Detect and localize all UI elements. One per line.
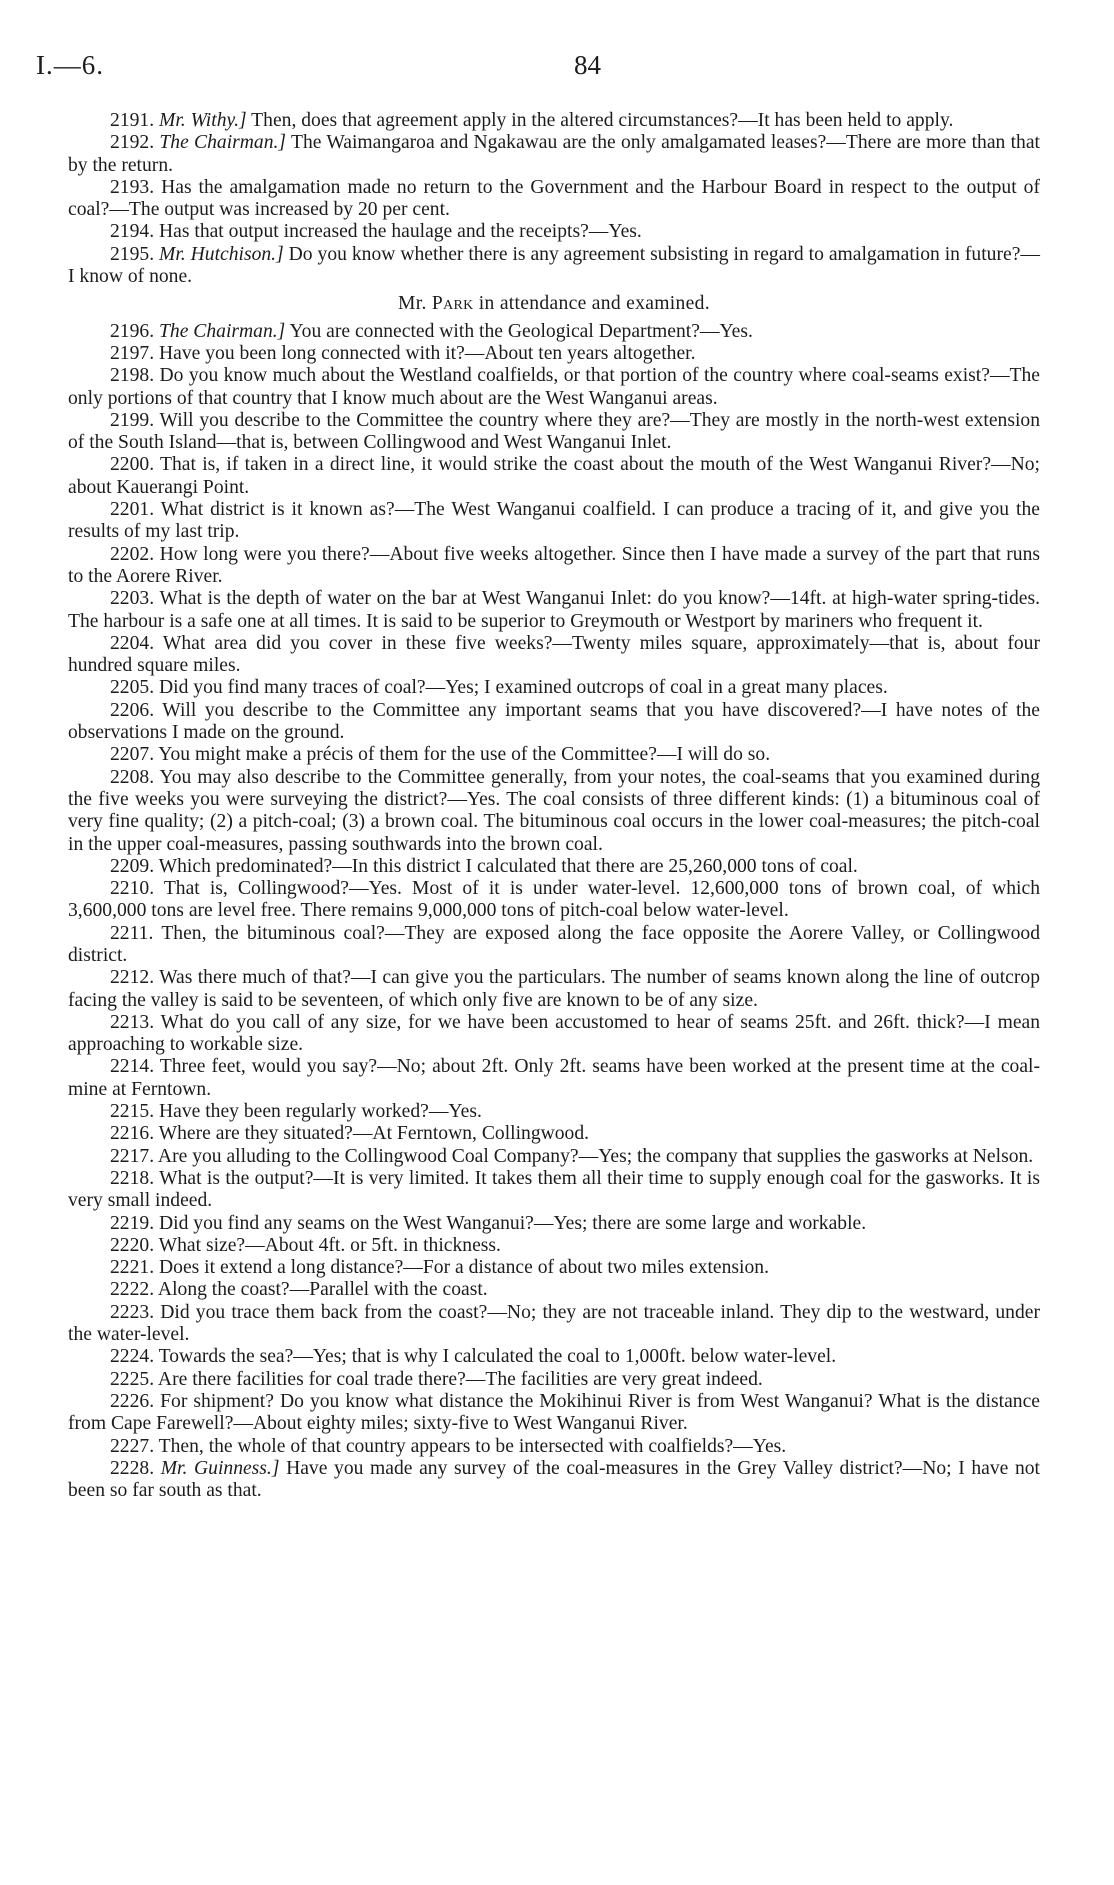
paragraph: 2210. That is, Collingwood?—Yes. Most of it is under water-level. 12,600,000 tons of brown coal, of which 3,600,000 tons are level free. There remains 9,000,000 tons of pitch-coal below water-level. xyxy=(68,878,1040,922)
paragraph: 2199. Will you describe to the Committee the country where they are?—They are mostly in the north-west extension of the South Island—that is, between Collingwood and West Wanganui Inlet. xyxy=(68,409,1040,454)
paragraph: 2197. Have you been long connected with it?—About ten years altogether. xyxy=(110,342,696,364)
paragraph: 2225. Are there facilities for coal trade there?—The facilities are very great indeed. xyxy=(110,1368,763,1390)
page-header xyxy=(36,50,1078,84)
paragraph: 2205. Did you find many traces of coal?—Yes; I examined outcrops of coal in a great many places. xyxy=(110,677,888,699)
paragraph: 2226. For shipment? Do you know what distance the Mokihinui River is from West Wanganui? What is the distance from Cape Farewell?—About eighty miles; sixty-five to West Wanganui River. xyxy=(68,1390,1040,1435)
paragraph: 2212. Was there much of that?—I can give you the particulars. The number of seams known along the line of outcrop facing the valley is said to be seventeen, of which only five are known to be of any size. xyxy=(68,967,1040,1011)
paragraph: 2218. What is the output?—It is very limited. It takes them all their time to supply enough coal for the gasworks. It is very small indeed. xyxy=(68,1167,1040,1212)
paragraph: 2227. Then, the whole of that country appears to be intersected with coalfields?—Yes. xyxy=(110,1435,787,1457)
paragraph: 2211. Then, the bituminous coal?—They are exposed along the face opposite the Aorere Valley, or Collingwood district. xyxy=(68,922,1040,966)
paragraph: 2198. Do you know much about the Westland coalfields, or that portion of the country where coal-seams exist?—The only portions of that country that I know much about are the West Wanganui areas. xyxy=(68,365,1040,409)
paragraph: 2224. Towards the sea?—Yes; that is why I calculated the coal to 1,000ft. below water-level. xyxy=(110,1346,837,1368)
paragraph: 2223. Did you trace them back from the coast?—No; they are not traceable inland. They dip to the westward, under the water-level. xyxy=(68,1301,1040,1346)
paragraph: 2194. Has that output increased the haulage and the receipts?—Yes. xyxy=(110,221,642,243)
paragraph: 2228. Mr. Guinness.] Have you made any survey of the coal-measures in the Grey Valley district?—No; I have not been so far south as that. xyxy=(68,1457,1040,1502)
paragraph: 2209. Which predominated?—In this district I calculated that there are 25,260,000 tons of coal. xyxy=(110,855,858,877)
paragraph: 2207. You might make a précis of them for the use of the Committee?—I will do so. xyxy=(110,744,771,766)
section-heading: Mr. Park in attendance and examined. xyxy=(398,293,710,315)
paragraph: 2214. Three feet, would you say?—No; about 2ft. Only 2ft. seams have been worked at the present time at the coal-mine at Ferntown. xyxy=(68,1056,1040,1100)
paragraph: 2191. Mr. Withy.] Then, does that agreement apply in the altered circumstances?—It has been held to apply. xyxy=(110,110,954,131)
paragraph: 2216. Where are they situated?—At Ferntown, Collingwood. xyxy=(110,1123,590,1145)
paragraph: 2202. How long were you there?—About five weeks altogether. Since then I have made a survey of the part that runs to the Aorere River. xyxy=(68,543,1040,587)
paragraph: 2217. Are you alluding to the Collingwood Coal Company?—Yes; the company that supplies the gasworks at Nelson. xyxy=(110,1145,1034,1167)
paragraph: 2200. That is, if taken in a direct line, it would strike the coast about the mouth of the West Wanganui River?—No; about Kauerangi Point. xyxy=(68,454,1041,498)
paragraph: 2206. Will you describe to the Committee any important seams that you have discovered?—I have notes of the observations I made on the ground. xyxy=(68,699,1040,744)
page-number: 84 xyxy=(574,50,601,80)
paragraph: 2220. What size?—About 4ft. or 5ft. in thickness. xyxy=(110,1234,501,1256)
report-reference: I.—6. xyxy=(36,50,104,80)
paragraph: 2215. Have they been regularly worked?—Yes. xyxy=(110,1101,482,1123)
paragraph: 2213. What do you call of any size, for we have been accustomed to hear of seams 25ft. and 26ft. thick?—I mean approaching to workable size. xyxy=(68,1011,1041,1056)
paragraph: 2219. Did you find any seams on the West Wanganui?—Yes; there are some large and workable. xyxy=(110,1212,867,1234)
paragraph: 2204. What area did you cover in these five weeks?—Twenty miles square, approximately—that is, about four hundred square miles. xyxy=(68,632,1040,677)
paragraph: 2208. You may also describe to the Committee generally, from your notes, the coal-seams that you examined during the five weeks you were surveying the district?—Yes. The coal consists of three different kinds: (1) a bituminous coal of very fine quality; (2) a pitch-coal; (3) a brown coal. The bituminous coal occurs in the lower coal-measures; the pitch-coal in the upper coal-measures, passing southwards into the brown coal. xyxy=(68,766,1040,855)
paragraph: 2192. The Chairman.] The Waimangaroa and Ngakawau are the only amalgamated leases?—There are more than that by the return. xyxy=(68,132,1040,176)
paragraph: 2195. Mr. Hutchison.] Do you know whether there is any agreement subsisting in regard to amalgamation in future?—I know of none. xyxy=(68,243,1040,288)
paragraph: 2222. Along the coast?—Parallel with the coast. xyxy=(110,1279,488,1301)
paragraph: 2196. The Chairman.] You are connected with the Geological Department?—Yes. xyxy=(110,320,753,342)
document-body xyxy=(68,110,1040,1502)
paragraph: 2221. Does it extend a long distance?—For a distance of about two miles extension. xyxy=(110,1257,769,1279)
paragraph: 2203. What is the depth of water on the bar at West Wanganui Inlet: do you know?—14ft. at high-water spring-tides. The harbour is a safe one at all times. It is said to be superior to Greymouth or Westport by mariners who frequent it. xyxy=(68,588,1040,632)
paragraph: 2193. Has the amalgamation made no return to the Government and the Harbour Board in respect to the output of coal?—The output was increased by 20 per cent. xyxy=(68,176,1040,221)
paragraph: 2201. What district is it known as?—The West Wanganui coalfield. I can produce a tracing of it, and give you the results of my last trip. xyxy=(68,499,1040,543)
